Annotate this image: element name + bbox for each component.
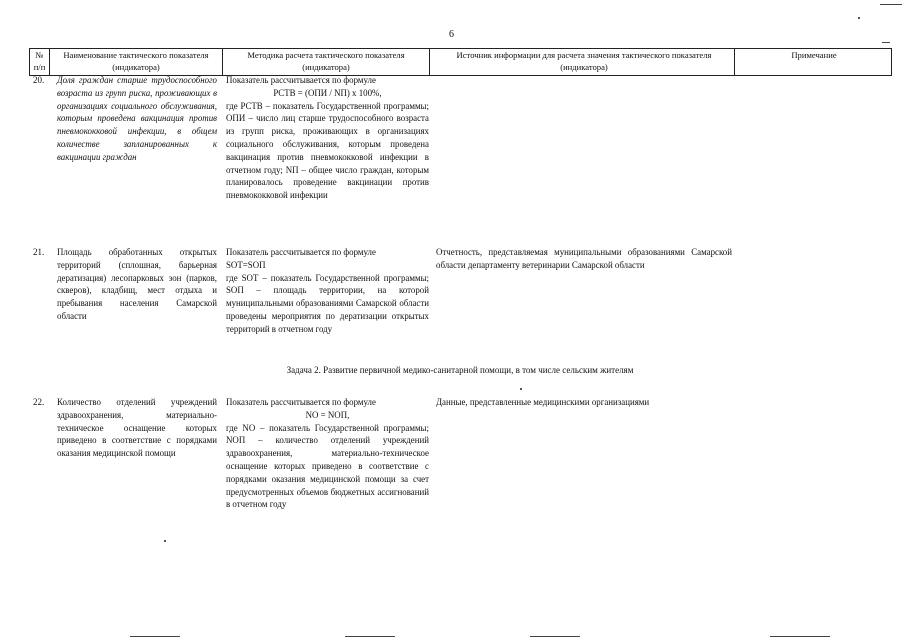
header-num: № п/п: [33, 50, 46, 72]
row-22-method-intro: Показатель рассчитывается по формуле: [226, 397, 376, 407]
row-21-source: Отчетность, представляемая муниципальными образованиями Самарской области департаменту ветеринарии Самарской области: [436, 247, 732, 270]
page-number: 6: [449, 29, 454, 40]
row-22-method: [226, 396, 429, 511]
header-method: Методика расчета тактического показателя (индикатора): [247, 50, 405, 72]
header-name: Наименование тактического показателя (индикатора): [63, 50, 209, 72]
row-22-method-defs: где NО – показатель Государственной программы; NОП – количество отделений учреждений здравоохранения, материально-техническое оснащение которых приведено в соответствие с порядками оказания медицинской помощи за счет предусмотренных объемов бюджетных ассигнований в отчетном году: [226, 422, 429, 510]
row-20-formula: PСТВ = (OПИ / NП) х 100%,: [273, 87, 382, 98]
scan-mark: [530, 636, 580, 637]
row-21-method-defs: где SОТ – показатель Государственной программы; SОП – площадь территории, на которой муниципальными образованиями Самарской области проведены мероприятия по дератизации открытых территорий в отчетном году: [226, 272, 429, 334]
scan-mark: [345, 636, 395, 637]
row-20-name: Доля граждан старше трудоспособного возраста из групп риска, проживающих в организациях социального обслуживания, которым проведена вакцинация против пневмококковой инфекции, в общем количестве запланированных к вакцинации граждан: [57, 75, 217, 162]
row-22-name: Количество отделений учреждений здравоохранения, материально-техническое оснащение которых приведено в соответствие с порядками оказания медицинской помощи: [57, 397, 217, 459]
header-note: Примечание: [791, 50, 837, 60]
scan-mark: [880, 4, 902, 5]
row-21-method: [226, 246, 429, 336]
row-21-num: 21.: [33, 247, 45, 257]
row-22-formula: NО = NОП,: [305, 409, 350, 420]
row-20-method: [226, 74, 429, 202]
row-22-num: 22.: [33, 397, 45, 407]
table-header: [29, 48, 892, 76]
task-heading: Задача 2. Развитие первичной медико-санитарной помощи, в том числе сельским жителям: [286, 365, 634, 375]
scan-dot: [520, 388, 522, 390]
row-20-method-defs: где PСТВ – показатель Государственной программы; OПИ – число лиц старше трудоспособного возраста из групп риска, проживающих в организациях социального обслуживания, которым проведена вакцинация против пневмококковой инфекции в отчетном году; NП – общее число граждан, которым планировалось проведение вакцинации против пневмококковой инфекции: [226, 100, 429, 201]
row-21-name: Площадь обработанных открытых территорий (сплошная, барьерная дератизация) лесопарковых зон (парков, скверов), кладбищ, мест отдыха и пребывания населения Самарской области: [57, 247, 217, 321]
scan-dot: [858, 17, 860, 19]
scan-mark: [130, 636, 180, 637]
row-20-method-intro: Показатель рассчитывается по формуле: [226, 75, 376, 85]
row-21-method-intro: Показатель рассчитывается по формуле: [226, 247, 376, 257]
scan-dot: [164, 540, 166, 542]
scan-mark: [770, 636, 830, 637]
row-20-num: 20.: [33, 75, 45, 85]
scan-mark: [882, 42, 890, 43]
header-source: Источник информации для расчета значения тактического показателя (индикатора): [456, 50, 712, 72]
row-21-formula: SОТ=SОП: [226, 259, 266, 270]
row-22-source: Данные, представленные медицинскими организациями: [436, 397, 650, 407]
